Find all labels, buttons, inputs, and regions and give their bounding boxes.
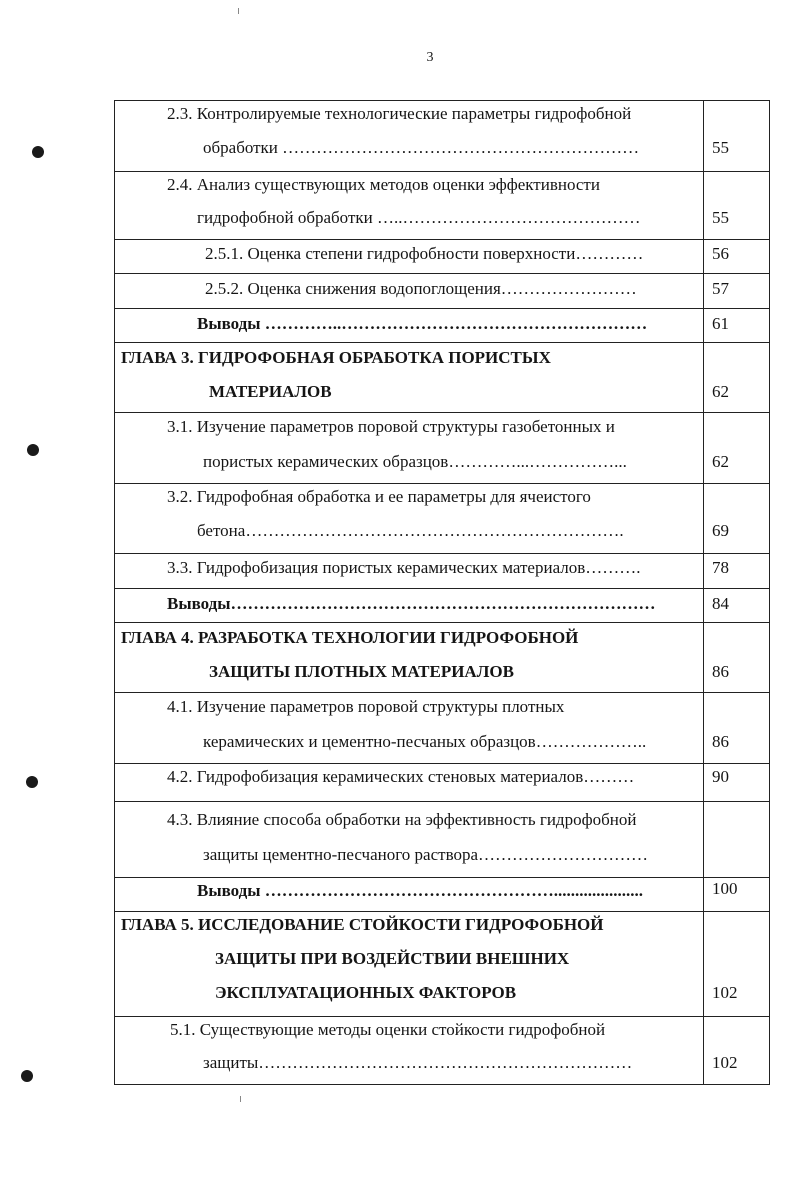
toc-chapter-title: ГЛАВА 5. ИССЛЕДОВАНИЕ СТОЙКОСТИ ГИДРОФОБНОЙ (121, 915, 604, 934)
toc-entry-title: 3.3. Гидрофобизация пористых керамических материалов………. (167, 558, 641, 577)
toc-page-number: 55 (712, 138, 729, 157)
toc-chapter-title-cont: ЭКСПЛУАТАЦИОННЫХ ФАКТОРОВ (215, 983, 517, 1002)
toc-entry-title: 3.1. Изучение параметров поровой структуры газобетонных и (167, 417, 615, 436)
toc-entry-title: Выводы ……………………………………………..................... (197, 881, 644, 900)
toc-chapter-title-cont: ЗАЩИТЫ ПРИ ВОЗДЕЙСТВИИ ВНЕШНИХ (215, 949, 570, 968)
toc-row (115, 763, 769, 801)
binder-hole-mark (32, 146, 44, 158)
toc-entry-title-cont: бетона…………………………………………………………. (197, 521, 624, 540)
toc-row (115, 1016, 769, 1084)
toc-row (115, 273, 769, 308)
toc-page-number: 90 (712, 767, 729, 786)
table-of-contents (114, 100, 770, 1085)
toc-entry-title: 4.2. Гидрофобизация керамических стеновых материалов……… (167, 767, 635, 786)
toc-entry-title: 4.1. Изучение параметров поровой структуры плотных (167, 697, 565, 716)
toc-row (115, 692, 769, 763)
toc-entry-title-cont: защиты………………………………………………………… (203, 1053, 633, 1072)
toc-page-number: 84 (712, 594, 729, 613)
toc-row (115, 622, 769, 692)
toc-page-number: 100 (712, 879, 738, 898)
toc-entry-title: Выводы …………..……………………………………………… (197, 314, 648, 333)
toc-entry-title: Выводы………………………………………………………………… (167, 594, 656, 613)
toc-row (115, 588, 769, 622)
toc-page-number: 62 (712, 382, 729, 401)
toc-page-number: 78 (712, 558, 729, 577)
binder-hole-mark (21, 1070, 33, 1082)
toc-entry-title: 2.5.1. Оценка степени гидрофобности поверхности………… (205, 244, 644, 263)
toc-row (115, 101, 769, 171)
toc-entry-title-cont: пористых керамических образцов…………...……………... (203, 452, 627, 471)
toc-page-number: 57 (712, 279, 729, 298)
scan-speck (238, 8, 239, 14)
toc-entry-title: 2.4. Анализ существующих методов оценки эффективности (167, 175, 600, 194)
toc-page-number: 62 (712, 452, 729, 471)
toc-row (115, 483, 769, 553)
toc-entry-title: 5.1. Существующие методы оценки стойкости гидрофобной (170, 1020, 606, 1039)
toc-row (115, 171, 769, 239)
toc-entry-title: 2.3. Контролируемые технологические параметры гидрофобной (167, 104, 632, 123)
toc-entry-title-cont: керамических и цементно-песчаных образцов……………….. (203, 732, 647, 751)
scan-speck (240, 1096, 241, 1102)
toc-row (115, 553, 769, 588)
toc-row (115, 308, 769, 342)
toc-entry-title: 4.3. Влияние способа обработки на эффективность гидрофобной (167, 810, 637, 829)
toc-row (115, 412, 769, 483)
toc-row (115, 342, 769, 412)
binder-hole-mark (27, 444, 39, 456)
toc-row (115, 877, 769, 911)
toc-chapter-title: ГЛАВА 4. РАЗРАБОТКА ТЕХНОЛОГИИ ГИДРОФОБНОЙ (121, 628, 579, 647)
binder-hole-mark (26, 776, 38, 788)
toc-page-number: 102 (712, 983, 738, 1002)
toc-row (115, 239, 769, 273)
toc-entry-title: 2.5.2. Оценка снижения водопоглощения…………………… (205, 279, 637, 298)
toc-page-number: 55 (712, 208, 729, 227)
toc-row (115, 801, 769, 877)
toc-page-number: 86 (712, 662, 729, 681)
toc-chapter-title-cont: ЗАЩИТЫ ПЛОТНЫХ МАТЕРИАЛОВ (209, 662, 514, 681)
toc-page-number: 102 (712, 1053, 738, 1072)
toc-page-number: 61 (712, 314, 729, 333)
toc-chapter-title: ГЛАВА 3. ГИДРОФОБНАЯ ОБРАБОТКА ПОРИСТЫХ (121, 348, 551, 367)
page-number: 3 (426, 50, 434, 65)
toc-entry-title: 3.2. Гидрофобная обработка и ее параметры для ячеистого (167, 487, 591, 506)
toc-page-number: 69 (712, 521, 729, 540)
toc-page-number: 86 (712, 732, 729, 751)
toc-chapter-title-cont: МАТЕРИАЛОВ (209, 382, 332, 401)
toc-page-number: 56 (712, 244, 729, 263)
toc-entry-title-cont: обработки ……………………………………………………… (203, 138, 640, 157)
toc-entry-title-cont: защиты цементно-песчаного раствора………………………… (203, 845, 649, 864)
toc-row (115, 911, 769, 1016)
toc-entry-title-cont: гидрофобной обработки …..…………………………………… (197, 208, 641, 227)
